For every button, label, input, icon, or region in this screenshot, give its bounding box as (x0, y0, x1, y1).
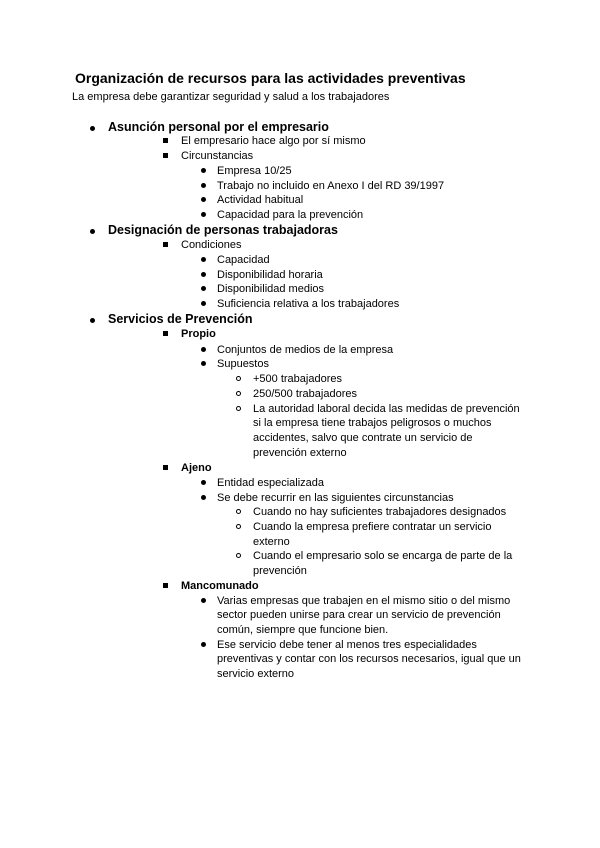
bullet-icon (90, 223, 95, 239)
section-heading: Asunción personal por el empresario (108, 120, 329, 134)
list-item: Circunstancias (181, 150, 254, 162)
list-item: Disponibilidad medios (217, 283, 325, 295)
circle-bullet-icon (236, 520, 241, 534)
circle-bullet-icon (236, 372, 241, 386)
page-title: Organización de recursos para las actividades preventivas (75, 70, 466, 86)
list-item: Ese servicio debe tener al menos tres especialidades (217, 639, 477, 651)
list-item: Conjuntos de medios de la empresa (217, 344, 394, 356)
bullet-icon (201, 357, 206, 371)
square-bullet-icon (163, 238, 168, 252)
circle-bullet-icon (236, 402, 241, 416)
subheading-mancomunado: Mancomunado (181, 580, 259, 592)
list-item-continuation: preventivas y contar con los recursos necesarios, igual que un (217, 653, 521, 665)
section-heading: Designación de personas trabajadoras (108, 223, 338, 237)
list-item: Cuando no hay suficientes trabajadores designados (253, 506, 507, 518)
list-item: Supuestos (217, 358, 269, 370)
bullet-icon (201, 476, 206, 490)
list-item: Trabajo no incluido en Anexo I del RD 39/1997 (217, 180, 445, 192)
bullet-icon (201, 343, 206, 357)
bullet-icon (201, 253, 206, 267)
square-bullet-icon (163, 461, 168, 475)
bullet-icon (90, 120, 95, 136)
list-item: Capacidad (217, 254, 270, 266)
page-subtitle: La empresa debe garantizar seguridad y salud a los trabajadores (72, 91, 390, 103)
bullet-icon (90, 312, 95, 328)
list-item: Disponibilidad horaria (217, 269, 323, 281)
list-item-continuation: servicio externo (217, 668, 295, 680)
list-item: Cuando el empresario solo se encarga de parte de la (253, 550, 513, 562)
list-item: Varias empresas que trabajen en el mismo sitio o del mismo (217, 595, 511, 607)
list-item-continuation: externo (253, 536, 290, 548)
square-bullet-icon (163, 134, 168, 148)
bullet-icon (201, 638, 206, 652)
list-item: Capacidad para la prevención (217, 209, 364, 221)
list-item: La autoridad laboral decida las medidas de prevención (253, 403, 520, 415)
circle-bullet-icon (236, 387, 241, 401)
subheading-propio: Propio (181, 328, 216, 340)
square-bullet-icon (163, 579, 168, 593)
list-item-continuation: si la empresa tiene trabajos peligrosos o muchos (253, 417, 492, 429)
square-bullet-icon (163, 149, 168, 163)
bullet-icon (201, 491, 206, 505)
list-item: Empresa 10/25 (217, 165, 292, 177)
subheading-ajeno: Ajeno (181, 462, 212, 474)
list-item: Suficiencia relativa a los trabajadores (217, 298, 400, 310)
list-item: El empresario hace algo por sí mismo (181, 135, 366, 147)
section-heading: Servicios de Prevención (108, 312, 253, 326)
circle-bullet-icon (236, 549, 241, 563)
list-item: +500 trabajadores (253, 373, 342, 385)
square-bullet-icon (163, 327, 168, 341)
list-item: Se debe recurrir en las siguientes circunstancias (217, 492, 454, 504)
bullet-icon (201, 164, 206, 178)
list-item-continuation: sector pueden unirse para crear un servicio de prevención (217, 609, 501, 621)
list-item: 250/500 trabajadores (253, 388, 357, 400)
bullet-icon (201, 179, 206, 193)
bullet-icon (201, 282, 206, 296)
list-item-continuation: accidentes, salvo que contrate un servicio de (253, 432, 473, 444)
list-item: Entidad especializada (217, 477, 325, 489)
list-item-continuation: común, siempre que funcione bien. (217, 624, 389, 636)
circle-bullet-icon (236, 505, 241, 519)
bullet-icon (201, 208, 206, 222)
bullet-icon (201, 594, 206, 608)
bullet-icon (201, 268, 206, 282)
list-item: Condiciones (181, 239, 242, 251)
list-item-continuation: prevención externo (253, 447, 347, 459)
list-item-continuation: prevención (253, 565, 307, 577)
bullet-icon (201, 297, 206, 311)
bullet-icon (201, 193, 206, 207)
list-item: Actividad habitual (217, 194, 304, 206)
list-item: Cuando la empresa prefiere contratar un servicio (253, 521, 492, 533)
